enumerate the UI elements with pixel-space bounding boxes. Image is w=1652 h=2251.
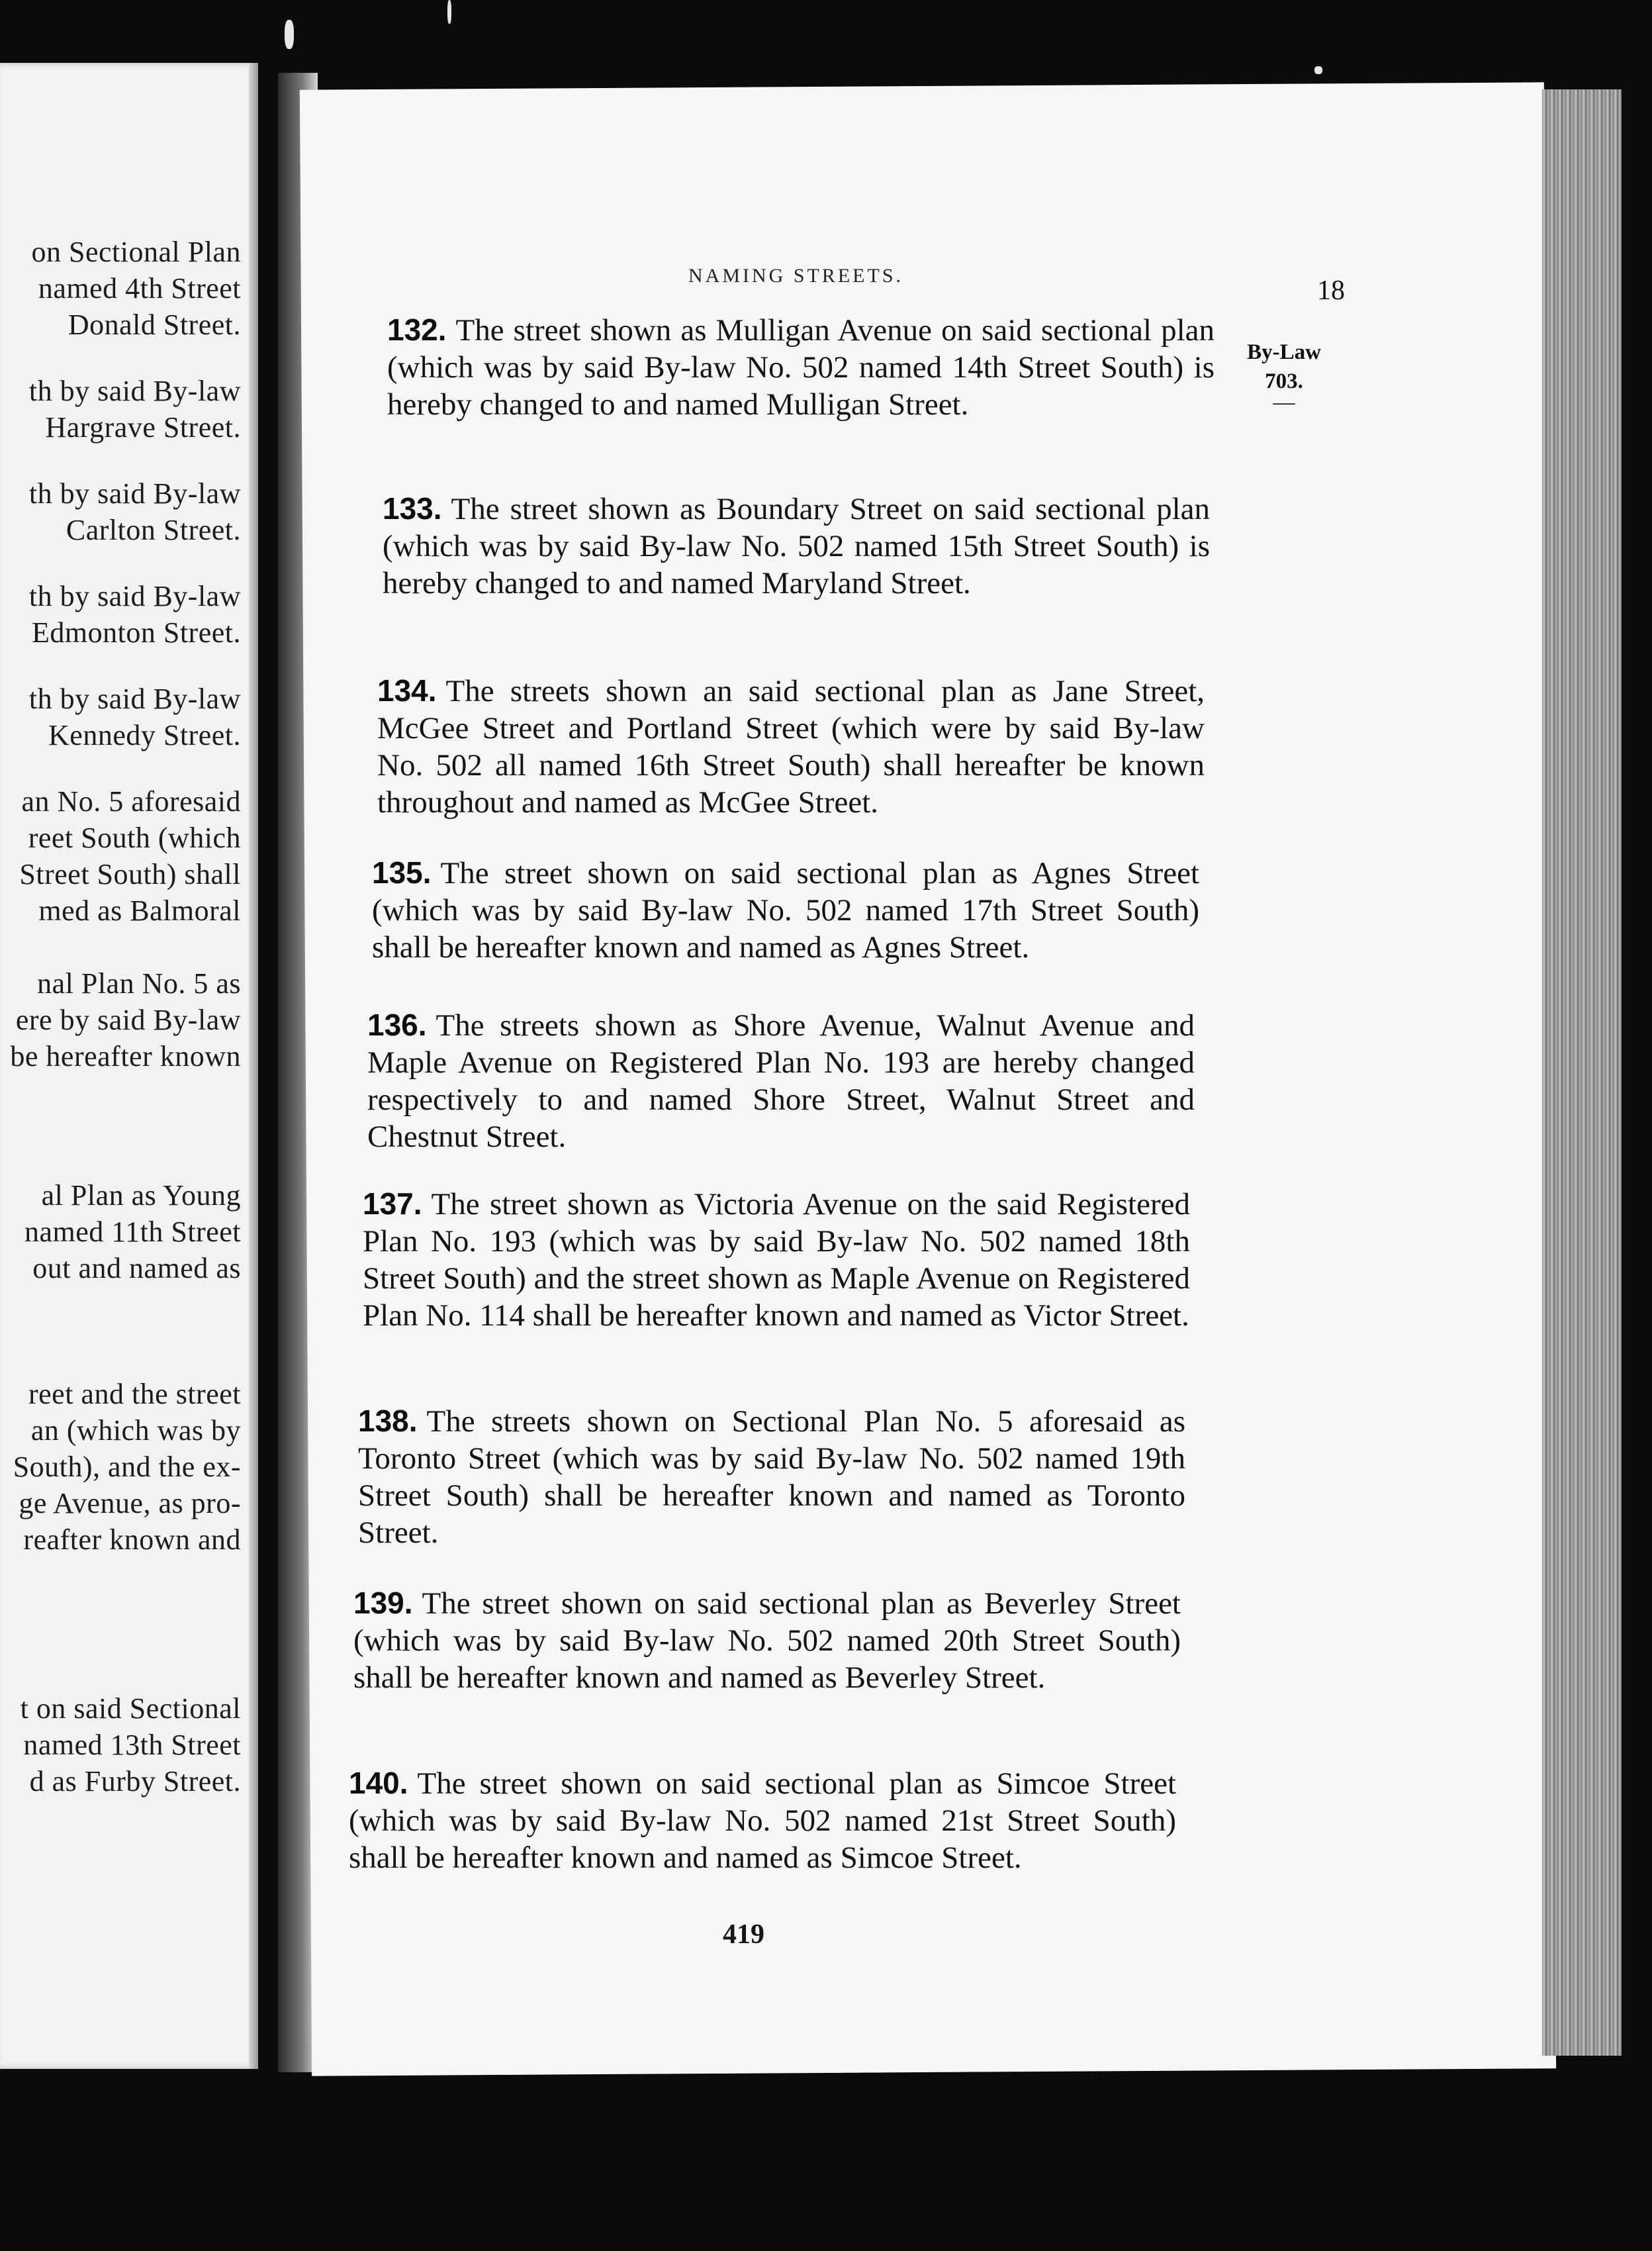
- margin-note-number: 703.: [1265, 369, 1303, 393]
- section-140: [349, 1764, 1176, 1876]
- section-number: 135.: [372, 855, 432, 890]
- film-speck: [285, 20, 294, 49]
- left-page-line: th by said By-law: [28, 580, 241, 612]
- section-text: The streets shown as Shore Avenue, Walnut Avenue and Maple Avenue on Registered Plan No. 193 are hereby changed respectively to and named Shore Street, Walnut Street and Chestnut Street.: [367, 1008, 1195, 1154]
- section-text: The street shown on said sectional plan as Agnes Street (which was by said By-law No. 502 named 17th Street South) shall be hereafter known and named as Agnes Street.: [372, 856, 1199, 965]
- left-page-line: Kennedy Street.: [48, 719, 241, 751]
- margin-note-bylaw: By-Law: [1247, 340, 1321, 364]
- section-text: The street shown on said sectional plan as Simcoe Street (which was by said By-law No. 502 named 21st Street South) shall be hereafter known and named as Simcoe Street.: [349, 1766, 1176, 1875]
- section-text: The streets shown on Sectional Plan No. 5 aforesaid as Toronto Street (which was by said By-law No. 502 named 19th Street South) shall be hereafter known and named as Toronto Street.: [358, 1404, 1185, 1550]
- section-number: 132.: [387, 312, 447, 347]
- section-137: [363, 1185, 1190, 1334]
- left-page-line: nal Plan No. 5 as: [37, 967, 241, 1000]
- left-page-line: an (which was by: [30, 1414, 241, 1447]
- left-page-line: Edmonton Street.: [32, 616, 241, 649]
- left-page-line: named 11th Street: [24, 1216, 241, 1248]
- left-page-line: named 13th Street: [23, 1729, 241, 1761]
- left-page-line: be hereafter known: [10, 1040, 241, 1073]
- section-132: [387, 311, 1215, 423]
- page-number-top: 18: [1317, 275, 1345, 306]
- left-page-line: th by said By-law: [28, 477, 241, 510]
- left-page-line: t on said Sectional: [20, 1692, 241, 1725]
- section-text: The street shown on said sectional plan as Beverley Street (which was by said By-law No. 502 named 20th Street South) shall be hereafter known and named as Beverley Street.: [353, 1586, 1181, 1695]
- left-page-line: ere by said By-law: [15, 1004, 241, 1036]
- left-page-line: Street South) shall: [19, 858, 241, 890]
- section-number: 136.: [367, 1008, 427, 1042]
- section-136: [367, 1006, 1195, 1155]
- left-page-line: d as Furby Street.: [29, 1765, 241, 1797]
- section-139: [353, 1584, 1181, 1696]
- section-133: [383, 490, 1210, 602]
- section-134: [377, 672, 1205, 821]
- section-text: The street shown as Mulligan Avenue on said sectional plan (which was by said By-law No. 502 named 14th Street South) is hereby changed to and named Mulligan Street.: [387, 313, 1215, 422]
- margin-note-dash: —: [1273, 391, 1295, 414]
- left-page-line: South), and the ex-: [13, 1451, 241, 1483]
- left-page-line: th by said By-law: [28, 375, 241, 407]
- left-page-line: on Sectional Plan: [31, 236, 241, 268]
- film-speck: [447, 0, 451, 24]
- section-text: The street shown as Boundary Street on said sectional plan (which was by said By-law No. 502 named 15th Street South) is hereby changed to and named Maryland Street.: [383, 492, 1210, 600]
- left-page-line: al Plan as Young: [41, 1179, 241, 1212]
- left-page-line: reafter known and: [23, 1523, 241, 1556]
- section-135: [372, 854, 1199, 966]
- left-page-line: Carlton Street.: [66, 514, 241, 546]
- section-number: 138.: [358, 1404, 418, 1438]
- left-page-line: Donald Street.: [68, 309, 241, 341]
- section-number: 140.: [349, 1766, 408, 1800]
- film-speck: [1314, 66, 1322, 74]
- section-number: 137.: [363, 1186, 422, 1221]
- left-page-line: ge Avenue, as pro-: [19, 1487, 241, 1519]
- left-page-line: reet and the street: [28, 1378, 241, 1410]
- left-page-line: th by said By-law: [28, 683, 241, 715]
- left-page-line: reet South (which: [28, 822, 241, 854]
- section-text: The street shown as Victoria Avenue on the said Registered Plan No. 193 (which was by said By-law No. 502 named 18th Street South) and the street shown as Maple Avenue on Registered Plan No. 114 shall be hereafter known and named as Victor Street.: [363, 1187, 1190, 1333]
- section-number: 139.: [353, 1586, 413, 1620]
- section-number: 133.: [383, 491, 442, 526]
- left-page-line: named 4th Street: [38, 272, 241, 305]
- page-edges: [1542, 89, 1622, 2056]
- margin-note: [1231, 338, 1337, 414]
- running-head: NAMING STREETS.: [688, 265, 904, 287]
- page-number-bottom: 419: [723, 1919, 764, 1950]
- left-page-line: Hargrave Street.: [45, 411, 241, 444]
- section-number: 134.: [377, 673, 437, 708]
- section-text: The streets shown an said sectional plan as Jane Street, McGee Street and Portland Street (which were by said By-law No. 502 all named 16th Street South) shall hereafter be known throughout and named as McGee Street.: [377, 674, 1205, 820]
- left-page-line: out and named as: [32, 1252, 241, 1284]
- section-138: [358, 1402, 1185, 1551]
- left-page-line: an No. 5 aforesaid: [21, 785, 241, 818]
- left-page: [0, 63, 258, 2069]
- left-page-gutter: [249, 63, 258, 2069]
- left-page-line: med as Balmoral: [38, 894, 241, 927]
